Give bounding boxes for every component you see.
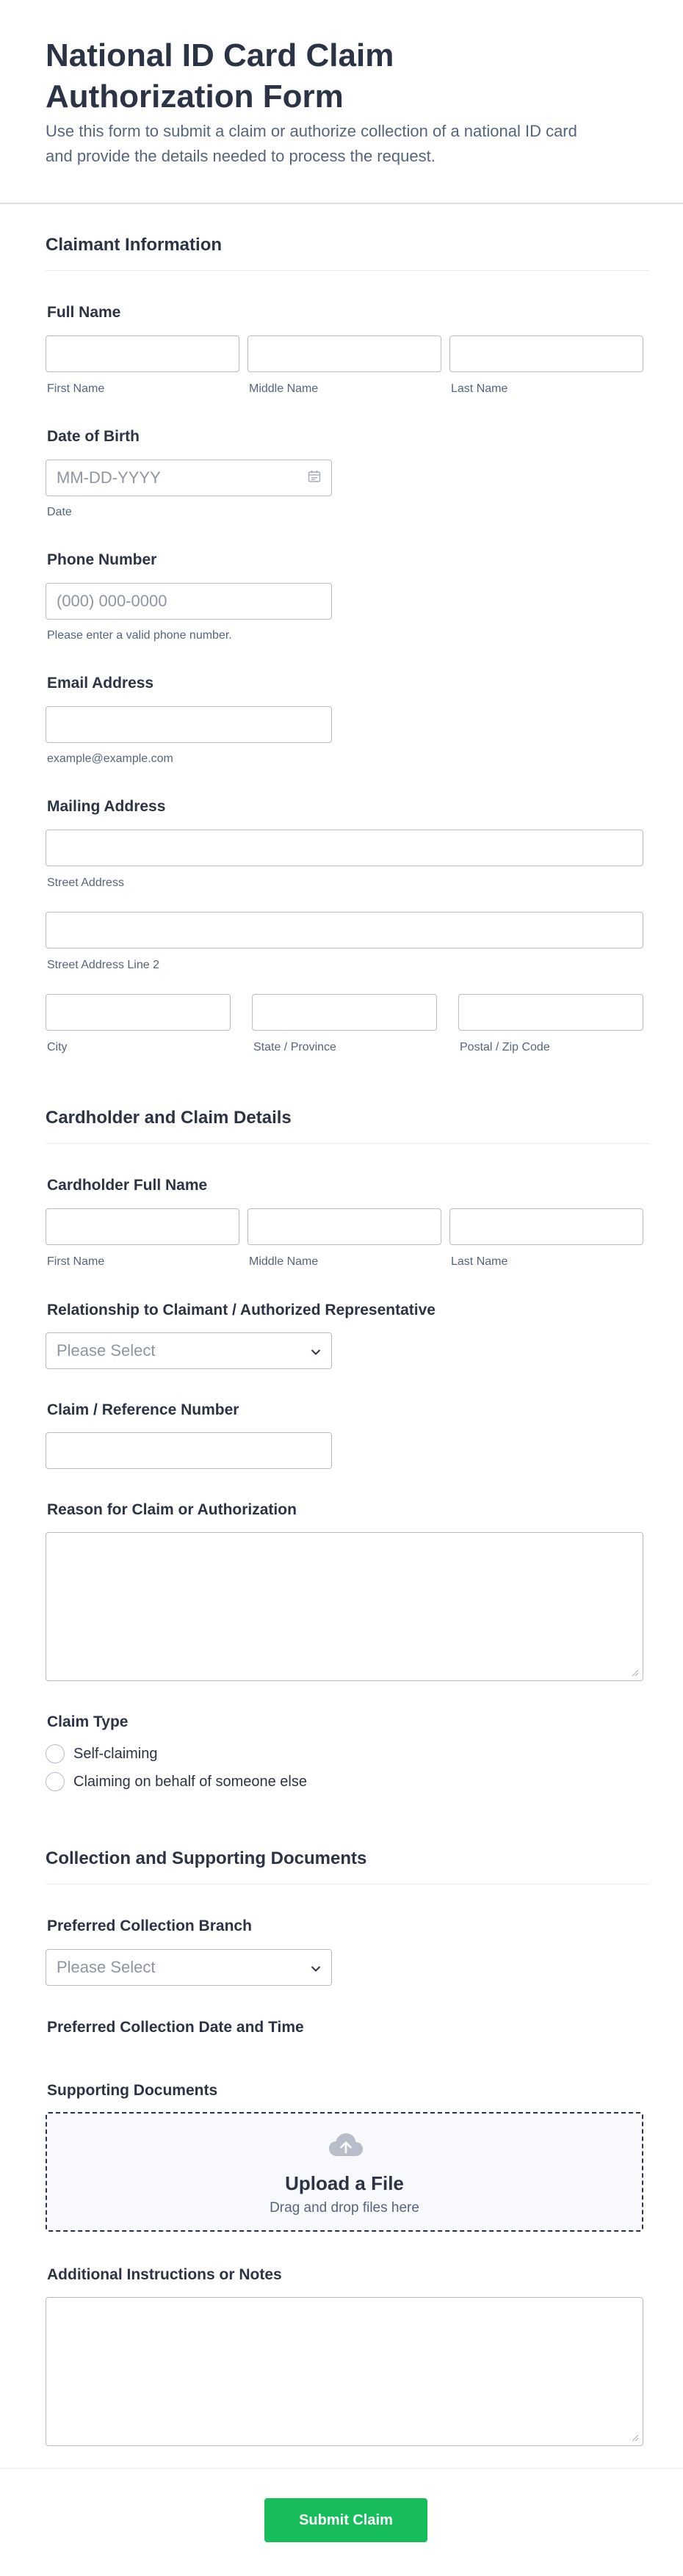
reference-label: Claim / Reference Number — [47, 1401, 239, 1418]
documents-label: Supporting Documents — [47, 2082, 218, 2099]
calendar-icon[interactable] — [308, 468, 321, 487]
street-address-sublabel: Street Address — [47, 877, 124, 889]
resize-grip-icon[interactable] — [632, 2434, 639, 2442]
form-header — [0, 0, 683, 204]
claim-type-option-behalf[interactable] — [46, 1772, 307, 1791]
street-address-line2-sublabel: Street Address Line 2 — [47, 959, 159, 971]
email-field[interactable] — [46, 706, 332, 743]
footer-divider — [0, 2468, 683, 2469]
claim-type-label: Claim Type — [47, 1713, 129, 1730]
relationship-select[interactable] — [46, 1332, 332, 1369]
street-address-field[interactable] — [46, 830, 643, 866]
radio-button[interactable] — [46, 1772, 65, 1791]
last-name-sublabel: Last Name — [451, 382, 508, 395]
city-field[interactable] — [46, 994, 231, 1031]
state-field[interactable] — [252, 994, 437, 1031]
first-name-sublabel: First Name — [47, 382, 105, 395]
cardholder-first-name-field[interactable] — [46, 1208, 239, 1245]
section-divider — [46, 270, 649, 271]
phone-label: Phone Number — [47, 551, 157, 568]
middle-name-sublabel: Middle Name — [249, 382, 319, 395]
first-name-field[interactable] — [46, 335, 239, 372]
cardholder-last-name-sublabel: Last Name — [451, 1255, 508, 1268]
cardholder-first-name-sublabel: First Name — [47, 1255, 105, 1268]
section-divider — [46, 1143, 649, 1144]
dob-label: Date of Birth — [47, 428, 140, 445]
file-upload-dropzone[interactable] — [46, 2112, 643, 2232]
section-title-collection: Collection and Supporting Documents — [46, 1848, 367, 1868]
dob-sublabel: Date — [47, 506, 72, 518]
reason-label: Reason for Claim or Authorization — [47, 1501, 297, 1518]
notes-textarea[interactable] — [46, 2297, 643, 2446]
radio-label: Self-claiming — [73, 1745, 158, 1762]
branch-selected-value: Please Select — [57, 1958, 156, 1976]
cloud-upload-icon — [328, 2133, 364, 2161]
notes-label: Additional Instructions or Notes — [47, 2266, 282, 2283]
dob-field[interactable] — [46, 460, 332, 496]
cardholder-middle-name-sublabel: Middle Name — [249, 1255, 319, 1268]
resize-grip-icon[interactable] — [632, 1669, 639, 1677]
claim-type-option-self[interactable] — [46, 1744, 157, 1763]
dob-placeholder: MM-DD-YYYY — [57, 468, 161, 487]
branch-select[interactable] — [46, 1949, 332, 1986]
phone-sublabel: Please enter a valid phone number. — [47, 629, 232, 642]
email-label: Email Address — [47, 675, 154, 692]
reference-field[interactable] — [46, 1432, 332, 1469]
section-title-cardholder: Cardholder and Claim Details — [46, 1108, 292, 1128]
collection-datetime-label: Preferred Collection Date and Time — [47, 2019, 304, 2036]
submit-claim-button[interactable]: Submit Claim — [264, 2498, 427, 2542]
cardholder-name-label: Cardholder Full Name — [47, 1177, 208, 1194]
radio-button[interactable] — [46, 1744, 65, 1763]
email-sublabel: example@example.com — [47, 752, 173, 765]
chevron-down-icon — [311, 1341, 321, 1360]
street-address-line2-field[interactable] — [46, 912, 643, 948]
relationship-label: Relationship to Claimant / Authorized Representative — [47, 1302, 436, 1318]
relationship-selected-value: Please Select — [57, 1341, 156, 1360]
reason-textarea[interactable] — [46, 1532, 643, 1681]
form-title: National ID Card Claim Authorization Form — [46, 37, 394, 115]
city-sublabel: City — [47, 1041, 68, 1053]
form-description: Use this form to submit a claim or authorize collection of a national ID card and provide the details needed to process the request. — [46, 122, 577, 165]
cardholder-last-name-field[interactable] — [449, 1208, 643, 1245]
address-label: Mailing Address — [47, 798, 166, 815]
zip-sublabel: Postal / Zip Code — [460, 1041, 550, 1053]
upload-subtitle: Drag and drop files here — [270, 2200, 419, 2216]
section-title-claimant: Claimant Information — [46, 235, 223, 255]
full-name-label: Full Name — [47, 304, 121, 321]
radio-label: Claiming on behalf of someone else — [73, 1773, 307, 1790]
upload-title: Upload a File — [285, 2172, 404, 2194]
chevron-down-icon — [311, 1958, 321, 1977]
cardholder-middle-name-field[interactable] — [247, 1208, 441, 1245]
phone-input[interactable] — [57, 592, 321, 611]
state-sublabel: State / Province — [253, 1041, 336, 1053]
middle-name-field[interactable] — [247, 335, 441, 372]
phone-field[interactable] — [46, 583, 332, 620]
last-name-field[interactable] — [449, 335, 643, 372]
branch-label: Preferred Collection Branch — [47, 1918, 252, 1934]
zip-field[interactable] — [458, 994, 643, 1031]
